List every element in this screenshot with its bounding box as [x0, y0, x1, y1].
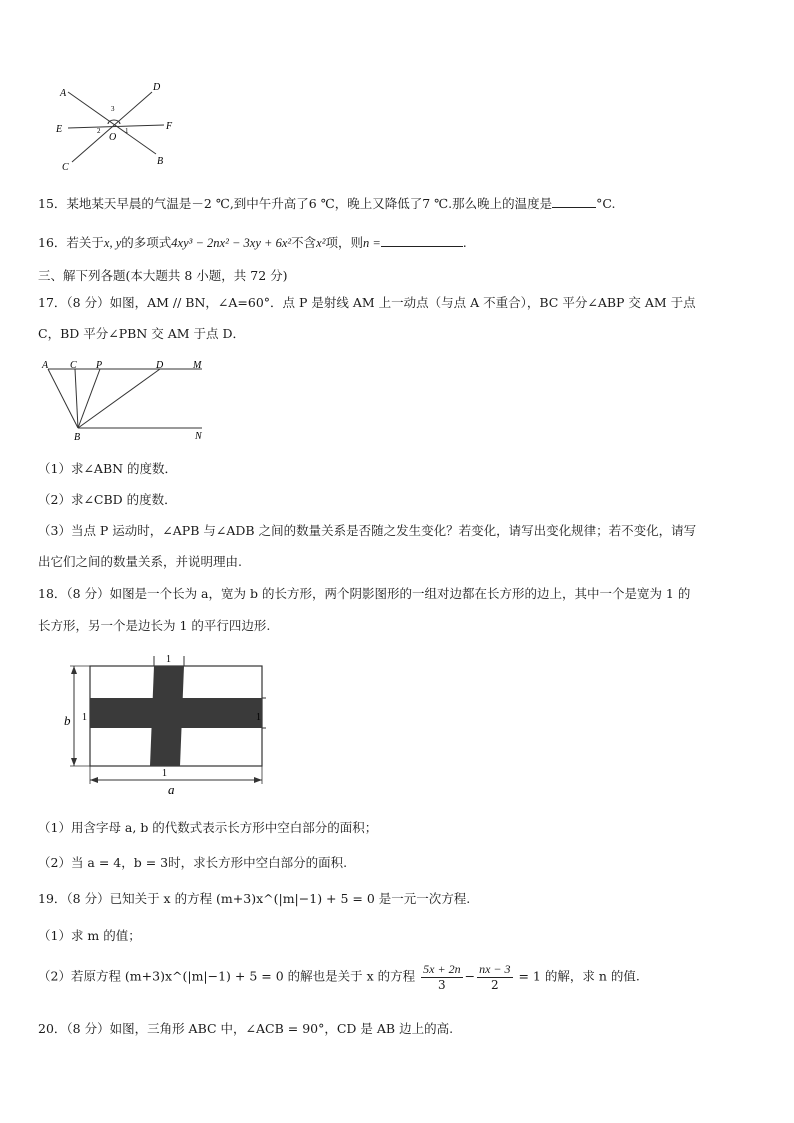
fraction-1: [421, 962, 462, 992]
minus-sign: −: [464, 968, 476, 984]
figure-q17: [40, 358, 212, 444]
q15-unit: °C.: [596, 196, 616, 211]
angle-2-label: 2: [97, 127, 101, 135]
q16-poly: 4xy³ − 2nx² − 3xy + 6x²: [171, 236, 292, 250]
section-header: 三、解下列各题(本大题共 8 小题，共 72 分): [38, 268, 288, 283]
label-A: A: [60, 88, 67, 99]
q16-pre: 16．若关于: [38, 235, 104, 250]
q16-vars: x, y: [103, 236, 122, 250]
angle-3-label: 3: [111, 105, 115, 113]
q15-text: 15．某地某天早晨的气温是－2 ℃,到中午升高了6 ℃，晚上又降低了7 ℃.那么晚上的温度是: [38, 196, 553, 211]
q16-mid3: 项，则: [325, 235, 363, 250]
q15-answer-blank[interactable]: [552, 207, 596, 208]
figure-intersecting-lines: [52, 78, 192, 170]
figure-q18-rectangle: [62, 652, 272, 796]
q17-sub1: （1）求∠ABN 的度数．: [38, 461, 178, 476]
label-N: N: [195, 431, 202, 442]
q17-sub2: （2）求∠CBD 的度数．: [38, 492, 177, 507]
q16-end: .: [462, 235, 467, 250]
q17-line2: C，BD 平分∠PBN 交 AM 于点 D．: [38, 326, 245, 341]
label-E: E: [56, 124, 63, 135]
label-one-top: 1: [166, 654, 171, 665]
label-P: P: [96, 360, 103, 371]
label-one-left: 1: [82, 712, 87, 723]
q16-n: n =: [362, 236, 381, 250]
fraction-2-denominator: 2: [490, 978, 499, 992]
label-O: O: [109, 132, 117, 143]
q18-line1: 18．（8 分）如图是一个长为 a，宽为 b 的长方形，两个阴影图形的一组对边都在长方形的边上，其中一个是宽为 1 的: [38, 586, 691, 601]
q19-line1: 19．（8 分）已知关于 x 的方程 (m+3)x^(|m|−1) + 5 = 0 是一元一次方程.: [38, 891, 471, 906]
label-C: C: [62, 162, 69, 170]
q20-line: 20．（8 分）如图，三角形 ABC 中，∠ACB = 90°，CD 是 AB 边上的高.: [38, 1021, 454, 1036]
label-M: M: [193, 360, 202, 371]
q17-sub3b: 出它们之间的数量关系，并说明理由.: [38, 554, 242, 569]
fraction-1-numerator: 5x + 2n: [423, 962, 461, 976]
q19-sub2-post: = 1 的解，求 n 的值.: [518, 968, 640, 984]
fraction-1-denominator: 3: [438, 978, 446, 992]
label-C: C: [70, 360, 77, 371]
q16-term: x²: [316, 236, 326, 250]
label-b: b: [64, 713, 71, 728]
q16-mid: 的多项式: [121, 235, 172, 250]
label-A: A: [42, 360, 49, 371]
q17-sub3a: （3）当点 P 运动时，∠APB 与∠ADB 之间的数量关系是否随之发生变化？若变化，请写出变化规律；若不变化，请写: [38, 523, 697, 538]
q19-sub2: [38, 962, 640, 992]
q18-sub1: （1）用含字母 a, b 的代数式表示长方形中空白部分的面积；: [38, 820, 378, 835]
label-B: B: [157, 156, 164, 167]
fraction-2: [477, 962, 512, 992]
q19-sub1: （1）求 m 的值；: [38, 928, 141, 943]
q18-sub2: （2）当 a = 4，b = 3时，求长方形中空白部分的面积.: [38, 855, 348, 870]
label-F: F: [166, 121, 173, 132]
angle-1-label: 1: [125, 127, 129, 135]
q16-mid2: 不含: [291, 235, 317, 250]
label-one-right: 1: [256, 712, 261, 723]
label-D: D: [153, 82, 161, 93]
label-a: a: [168, 782, 175, 796]
fraction-2-numerator: nx − 3: [479, 962, 511, 976]
question-15: [38, 194, 615, 212]
label-B: B: [74, 432, 81, 443]
q18-line2: 长方形，另一个是边长为 1 的平行四边形.: [38, 618, 271, 633]
q17-line1: 17．（8 分）如图，AM // BN，∠A=60°．点 P 是射线 AM 上一动点（与点 A 不重合），BC 平分∠ABP 交 AM 于点: [38, 295, 696, 310]
label-one-bottom: 1: [162, 768, 167, 779]
label-D: D: [156, 360, 164, 371]
q19-sub2-pre: （2）若原方程 (m+3)x^(|m|−1) + 5 = 0 的解也是关于 x 的方程: [38, 968, 416, 984]
question-16: [38, 233, 467, 251]
q16-answer-blank[interactable]: [381, 246, 463, 247]
